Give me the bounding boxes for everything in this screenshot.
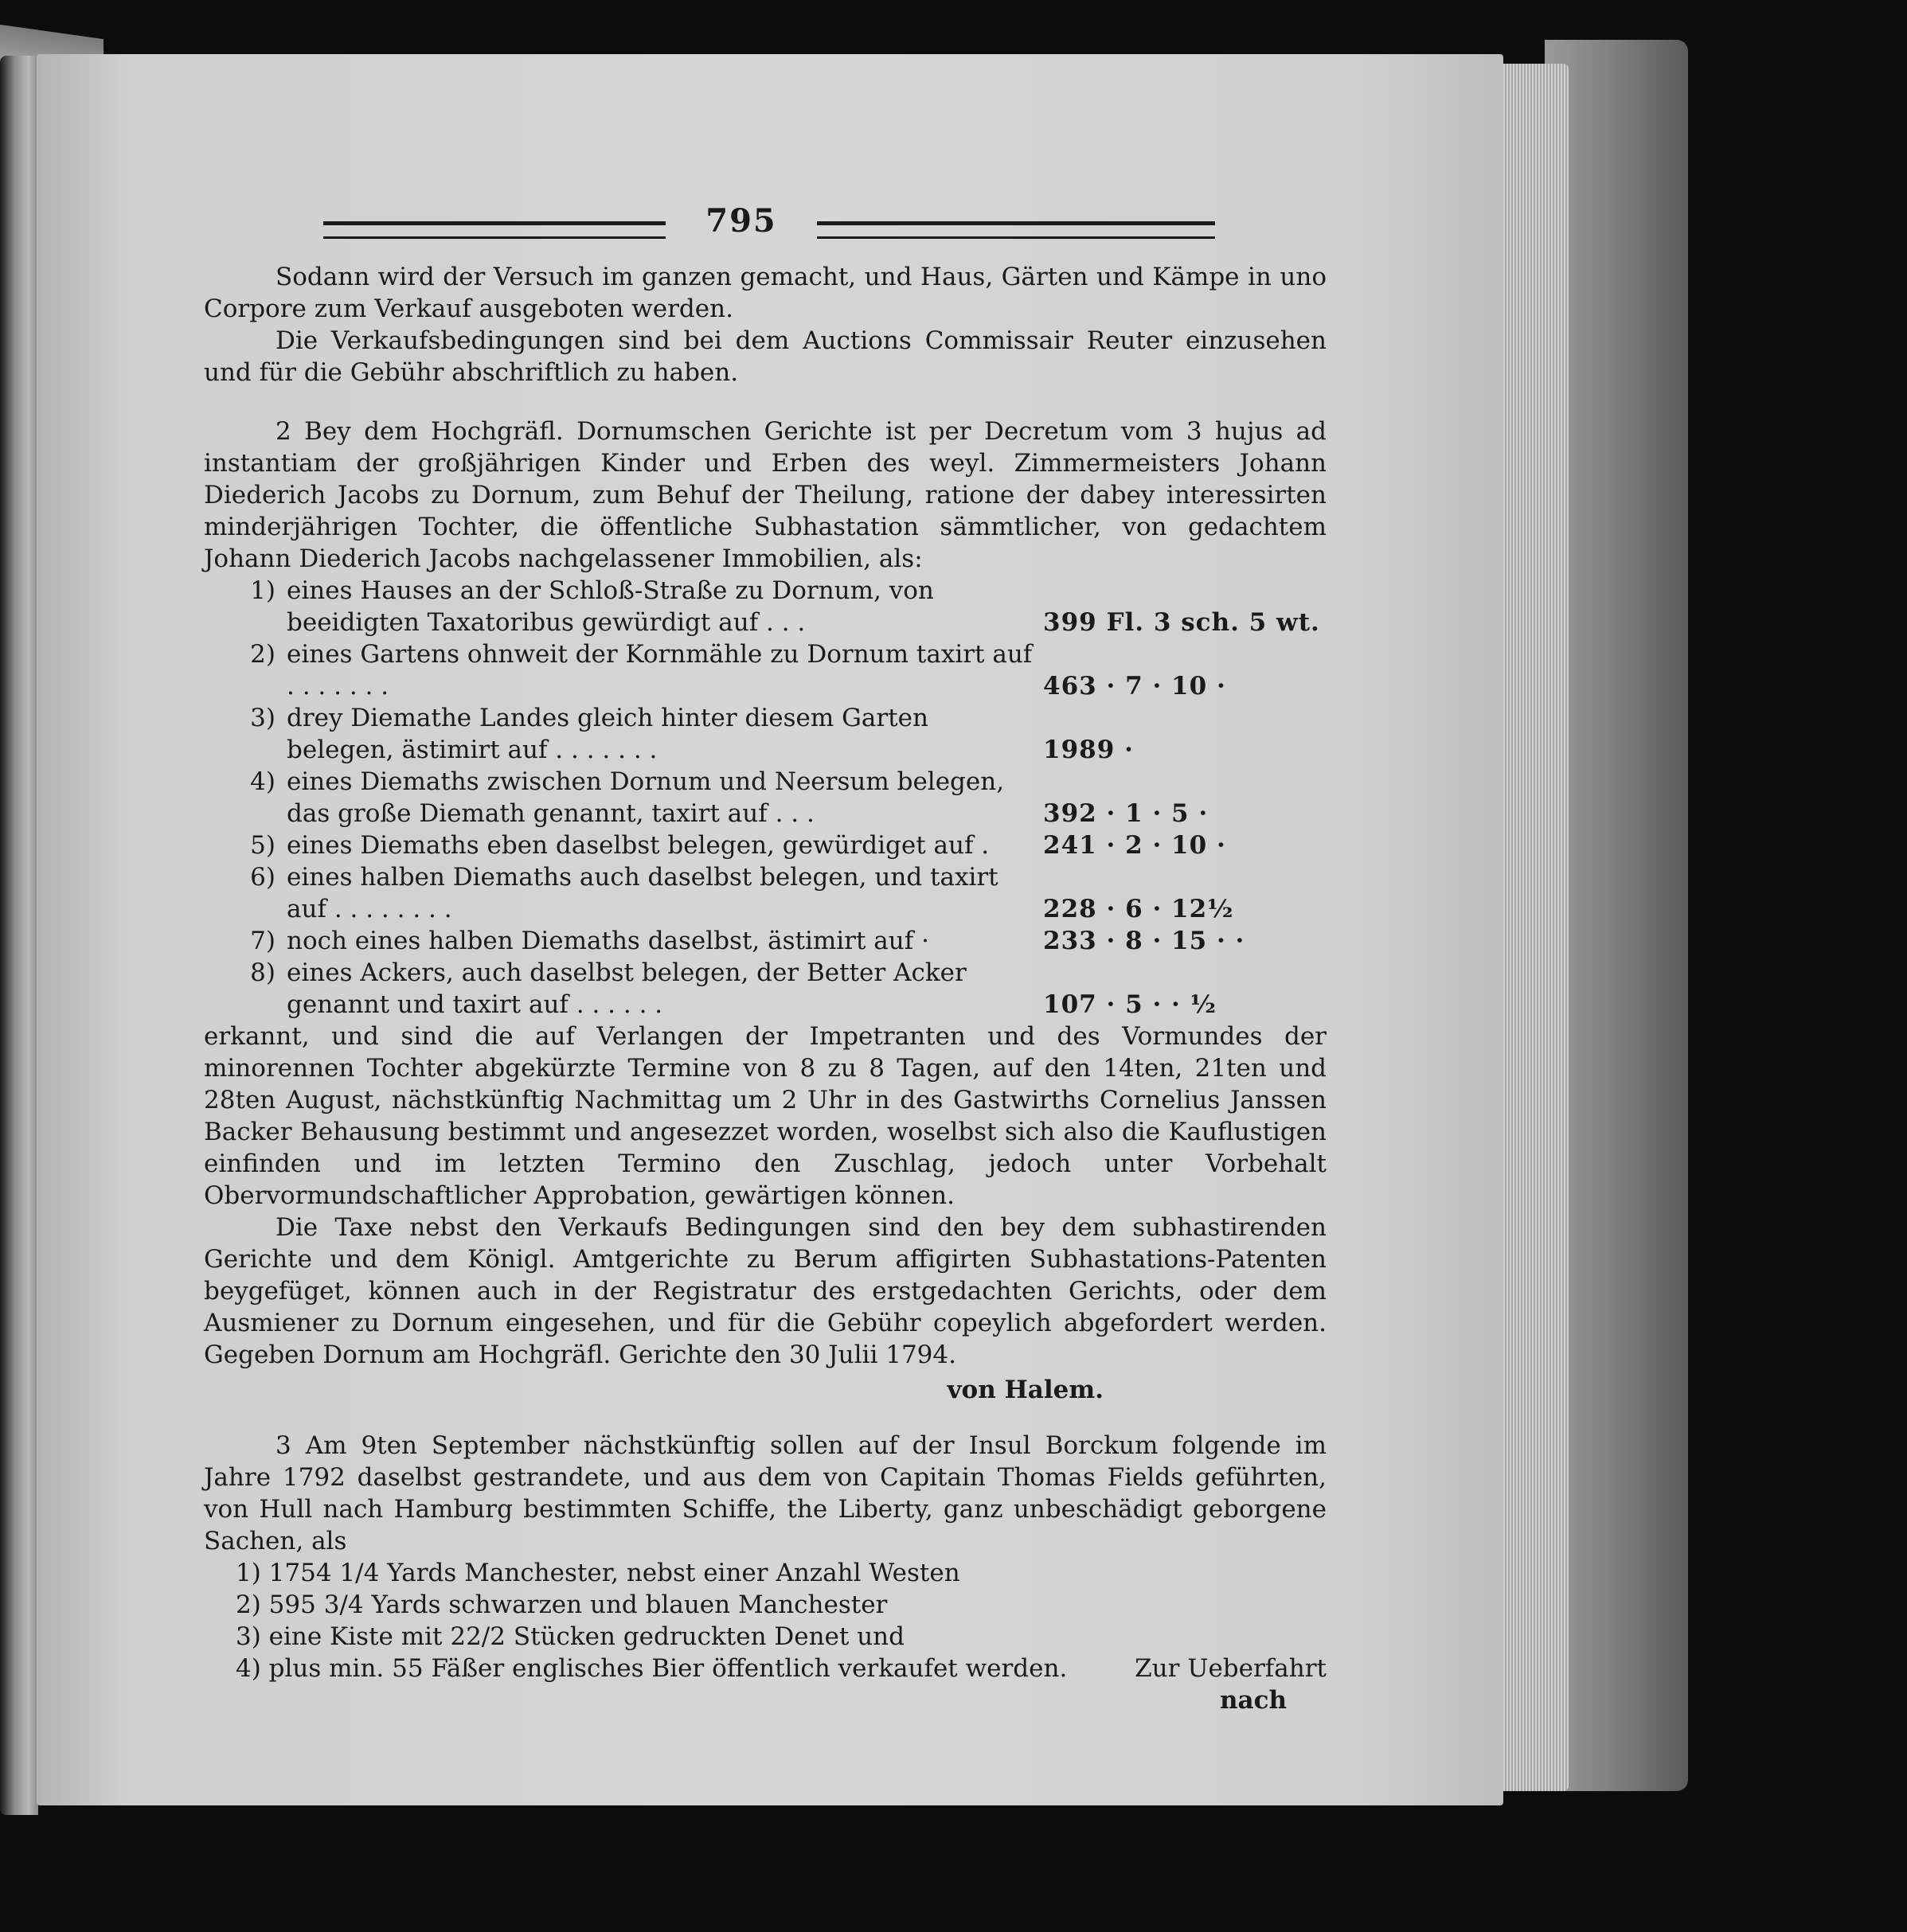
item-number: 7) [250, 927, 275, 955]
list-item: 4) plus min. 55 Fäßer englisches Bier öffentlich verkaufet werden. [236, 1654, 1068, 1683]
item-description: noch eines halben Diemaths daselbst, ästimirt auf · [287, 927, 929, 955]
list-item [204, 575, 1327, 638]
item-number: 8) [250, 958, 275, 987]
item-number: 5) [250, 831, 275, 860]
list-item [204, 766, 1327, 829]
page-stack-edge [1497, 64, 1569, 1791]
item-number: 6) [250, 863, 275, 892]
continuation-text: Zur Ueberfahrt [1135, 1654, 1327, 1683]
signature: von Halem. [947, 1376, 1104, 1404]
list-item [204, 829, 1327, 861]
item-number: 2) [250, 640, 275, 669]
item-number: 4) [250, 767, 275, 796]
page-content [204, 202, 1327, 1716]
list-item [204, 925, 1327, 957]
item-value: 228 · 6 · 12½ [1043, 895, 1234, 923]
item-description: eines Ackers, auch daselbst belegen, der Better Acker genannt und taxirt auf . . . . . . [287, 958, 967, 1019]
intro-paragraph-1: Sodann wird der Versuch im ganzen gemacht, und Haus, Gärten und Kämpe in uno Corpore zum Verkauf ausgeboten werden. [204, 263, 1327, 323]
section2-intro: 2 Bey dem Hochgräfl. Dornumschen Gerichte ist per Decretum vom 3 hujus ad instantiam der großjährigen Kinder und Erben des weyl. Zimmermeisters Johann Diederich Jacobs zu Dornum, zum Behuf der Theilung, ratione der dabey interessirten minderjährigen Tochter, die öffentliche Subhastation sämmtlicher, von gedachtem Johann Diederich Jacobs nachgelassener Immobilien, als: [204, 417, 1327, 573]
page-header [204, 202, 1327, 250]
property-list [204, 575, 1327, 1021]
book-page [37, 54, 1503, 1805]
list-item: 1) 1754 1/4 Yards Manchester, nebst einer Anzahl Westen [236, 1559, 960, 1587]
item-description: eines Gartens ohnweit der Kornmähle zu Dornum taxirt auf . . . . . . . [287, 640, 1033, 701]
item-value: 107 · 5 · · ½ [1043, 990, 1217, 1019]
header-rule-right [817, 221, 1215, 239]
item-description: eines Diemaths zwischen Dornum und Neersum belegen, das große Diemath genannt, taxirt auf . . . [287, 767, 1005, 828]
item-value: 241 · 2 · 10 · [1043, 831, 1226, 860]
item-number: 1) [250, 576, 275, 605]
section-gap [204, 388, 1327, 416]
list-item: 2) 595 3/4 Yards schwarzen und blauen Manchester [236, 1590, 888, 1619]
item-value: 392 · 1 · 5 · [1043, 799, 1209, 828]
item-description: eines Hauses an der Schloß-Straße zu Dornum, von beeidigten Taxatoribus gewürdigt auf . . . [287, 576, 934, 637]
last-list-line [204, 1653, 1327, 1684]
item-number: 3) [250, 704, 275, 732]
header-rule-left [323, 221, 666, 239]
list-item: 3) eine Kiste mit 22/2 Stücken gedruckten Denet und [236, 1622, 905, 1651]
intro-paragraph-2: Die Verkaufsbedingungen sind bei dem Auctions Commissair Reuter einzusehen und für die Gebühr abschriftlich zu haben. [204, 326, 1327, 387]
page-number: 795 [705, 202, 777, 240]
list-item [204, 861, 1327, 925]
list-item [204, 957, 1327, 1021]
item-value: 1989 · [1043, 736, 1134, 764]
list-item [204, 702, 1327, 766]
item-value: 463 · 7 · 10 · [1043, 672, 1226, 701]
section2-closing: Die Taxe nebst den Verkaufs Bedingungen sind den bey dem subhastirenden Gerichte und dem Königl. Amtgerichte zu Berum affigirten Subhastations-Patenten beygefüget, können auch in der Registratur des erstgedachten Gerichts, oder dem Ausmiener zu Dornum eingesehen, und für die Gebühr copeylich abgefordert werden. Gegeben Dornum am Hochgräfl. Gerichte den 30 Julii 1794. [204, 1213, 1327, 1369]
item-description: eines halben Diemaths auch daselbst belegen, und taxirt auf . . . . . . . . [287, 863, 998, 923]
item-value: 233 · 8 · 15 · · [1043, 927, 1245, 955]
item-description: drey Diemathe Landes gleich hinter diesem Garten belegen, ästimirt auf . . . . . . . [287, 704, 928, 764]
item-value: 399 Fl. 3 sch. 5 wt. [1043, 608, 1320, 637]
section2-after: erkannt, und sind die auf Verlangen der Impetranten und des Vormundes der minorennen Tochter abgekürzte Termine von 8 zu 8 Tagen, auf den 14ten, 21ten und 28ten August, nächstkünftig Nachmittag um 2 Uhr in des Gastwirths Cornelius Janssen Backer Behausung bestimmt und angesezzet worden, woselbst sich also die Kauflustigen einfinden und im letzten Termino den Zuschlag, jedoch unter Vorbehalt Obervormundschaftlicher Approbation, gewärtigen können. [204, 1022, 1327, 1210]
section3-intro: 3 Am 9ten September nächstkünftig sollen auf der Insul Borckum folgende im Jahre 1792 daselbst gestrandete, und aus dem von Capitain Thomas Fields geführten, von Hull nach Hamburg bestimmten Schiffe, the Liberty, ganz unbeschädigt geborgene Sachen, als [204, 1431, 1327, 1555]
list-item [204, 638, 1327, 702]
facing-page-edge [0, 56, 38, 1815]
catchword: nach [1219, 1686, 1287, 1715]
item-description: eines Diemaths eben daselbst belegen, gewürdiget auf . [287, 831, 990, 860]
goods-list [204, 1557, 1327, 1653]
